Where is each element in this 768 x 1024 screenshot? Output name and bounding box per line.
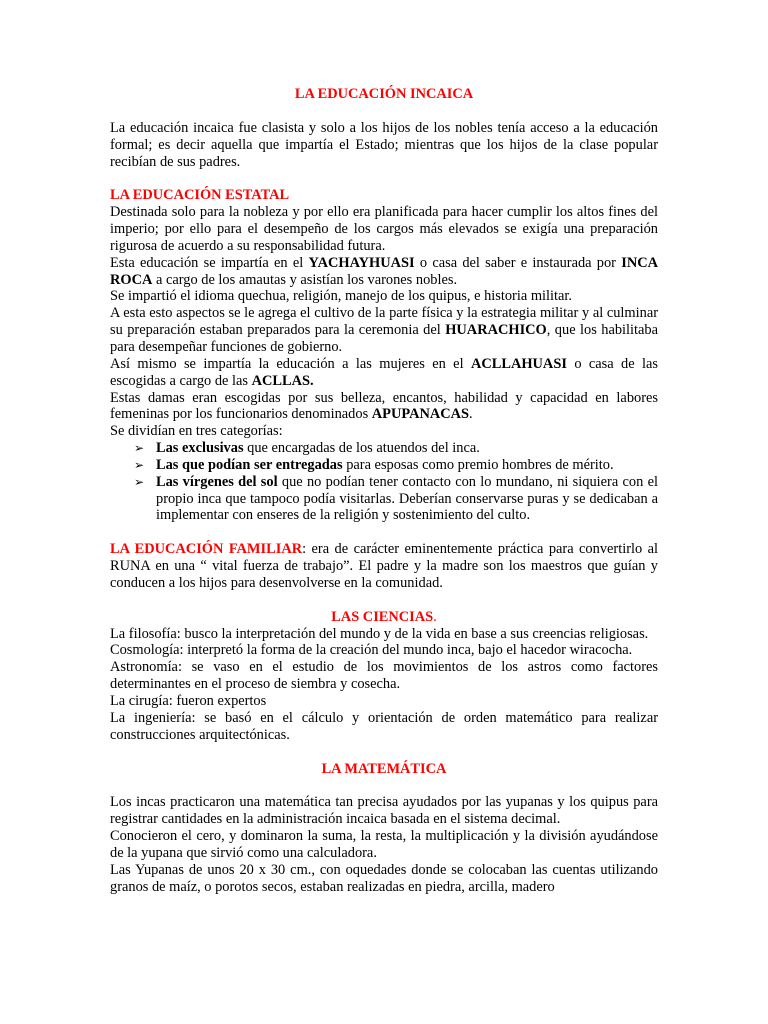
text-run: , que los habilitaba para desempeñar funciones de gobierno. <box>110 322 659 355</box>
estatal-heading: LA EDUCACIÓN ESTATAL <box>110 187 290 204</box>
arrowhead-bullet-icon: ➢ <box>134 441 145 456</box>
familiar-paragraph <box>110 541 658 592</box>
list-item-term: Las exclusivas <box>156 440 244 457</box>
ciencias-heading <box>110 609 658 626</box>
intro-paragraph: La educación incaica fue clasista y solo a los hijos de los nobles tenía acceso a la educación formal; es decir aquella que impartía el Estado; mientras que los hijos de la clase popular recibían de sus padres. <box>110 119 658 170</box>
ciencias-item-cirugia: La cirugía: fueron expertos <box>110 693 267 709</box>
text-run: Esta educación se impartía en el <box>110 254 309 271</box>
list-item-text: para esposas como premio hombres de mérito. <box>342 456 614 473</box>
estatal-paragraph-1: Destinada solo para la nobleza y por ello era planificada para hacer cumplir los altos fines del imperio; por ello para el desempeño de los cargos más elevados se exigía una preparación rigurosa de acuerdo a su responsabilidad futura. <box>110 204 658 254</box>
bold-term-apupanacas: APUPANACAS <box>371 406 470 423</box>
bold-term-yachayhuasi: YACHAYHUASI <box>308 254 415 271</box>
matematica-paragraph-3: Las Yupanas de unos 20 x 30 cm., con oquedades donde se colocaban las cuentas utilizando granos de maíz, o porotos secos, estaban realizadas en piedra, arcilla, madero <box>110 861 658 895</box>
text-run: a cargo de los amautas y asistían los varones nobles. <box>152 271 458 288</box>
list-item <box>110 440 658 457</box>
text-run: . <box>469 406 473 423</box>
estatal-paragraph-4 <box>110 305 658 356</box>
bold-term-acllas: ACLLAS. <box>251 372 314 389</box>
list-item-text: que encargadas de los atuendos del inca. <box>243 440 480 457</box>
list-item-term: Las vírgenes del sol <box>156 473 278 490</box>
page-title: LA EDUCACIÓN INCAICA <box>294 86 474 102</box>
text-run: Estas damas eran escogidas por sus belleza, encantos, habilidad y capacidad en labores femeninas por los funcionarios denominados <box>110 389 658 423</box>
categories-list <box>110 440 658 524</box>
list-item-text: que no podían tener contacto con lo mundano, ni siquiera con el propio inca que tampoco podía visitarlas. Deberían conservarse puras y se dedicaban a implementar con enseres de la religión y sostenimiento del culto. <box>156 473 658 524</box>
ciencias-item-ingenieria: La ingeniería: se basó en el cálculo y orientación de orden matemático para realizar construcciones arquitectónicas. <box>110 709 658 743</box>
list-item-term: Las que podían ser entregadas <box>156 456 343 473</box>
bold-term-acllahuasi: ACLLAHUASI <box>470 355 567 372</box>
ciencias-heading-text: LAS CIENCIAS <box>331 608 434 625</box>
bold-term-inca-roca: INCA ROCA <box>110 254 658 288</box>
ciencias-heading-dot: . <box>433 608 437 625</box>
arrowhead-bullet-icon: ➢ <box>134 474 145 489</box>
estatal-paragraph-2 <box>110 255 658 289</box>
familiar-heading: LA EDUCACIÓN FAMILIAR <box>110 541 303 558</box>
ciencias-item-cosmologia: Cosmología: interpretó la forma de la creación del mundo inca, bajo el hacedor wiracocha. <box>110 642 633 659</box>
list-item <box>110 457 658 474</box>
list-item <box>110 474 658 525</box>
text-run: o casa de las escogidas a cargo de las <box>110 355 659 389</box>
text-run: Así mismo se impartía la educación a las mujeres en el <box>110 355 471 372</box>
estatal-paragraph-5 <box>110 356 658 390</box>
estatal-paragraph-3: Se impartió el idioma quechua, religión, manejo de los quipus, e historia militar. <box>110 288 573 305</box>
ciencias-item-astronomia: Astronomía: se vaso en el estudio de los movimientos de los astros como factores determinantes en el proceso de siembra y cosecha. <box>110 659 658 693</box>
text-run: A esta esto aspectos se le agrega el cultivo de la parte física y la estrategia militar y al culminar su preparación estaban preparados para la ceremonia del <box>110 305 658 339</box>
text-run: o casa del saber e instaurada por <box>414 254 622 271</box>
arrowhead-bullet-icon: ➢ <box>134 457 145 472</box>
ciencias-item-filosofia: La filosofía: busco la interpretación del mundo y de la vida en base a sus creencias religiosas. <box>110 625 649 642</box>
estatal-paragraph-7: Se dividían en tres categorías: <box>110 423 283 440</box>
matematica-paragraph-2: Conocieron el cero, y dominaron la suma, la resta, la multiplicación y la división ayudándose de la yupana que sirvió como una calculadora. <box>110 828 658 861</box>
estatal-paragraph-6 <box>110 390 658 424</box>
text-run: : era de carácter eminentemente práctica para convertirlo al RUNA en una “ vital fuerza de trabajo”. El padre y la madre son los maestros que guían y conducen a los hijos para desenvolverse en la comunidad. <box>110 541 659 591</box>
matematica-paragraph-1: Los incas practicaron una matemática tan precisa ayudados por las yupanas y los quipus para registrar cantidades en la administración incaica basada en el sistema decimal. <box>110 794 658 828</box>
bold-term-huarachico: HUARACHICO <box>445 322 547 339</box>
document-body <box>110 86 658 895</box>
matematica-heading: LA MATEMÁTICA <box>321 760 447 777</box>
